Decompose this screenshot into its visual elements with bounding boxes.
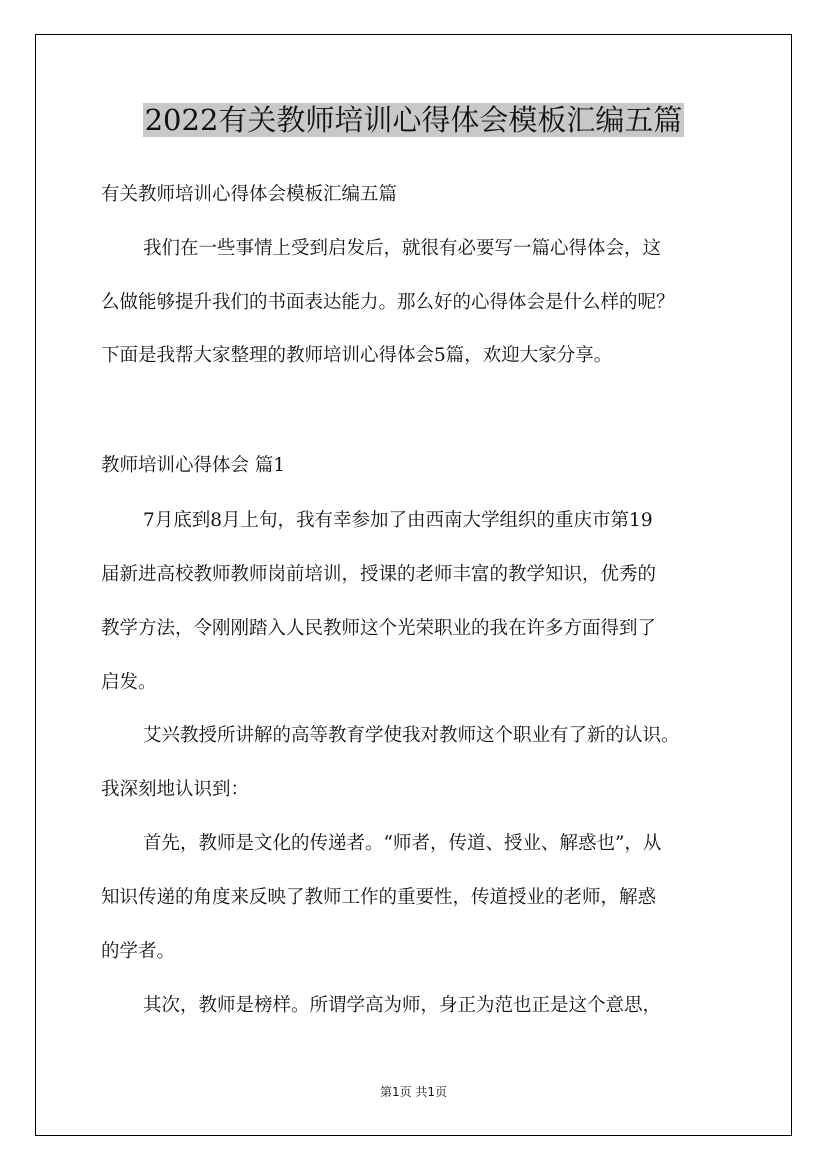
- paragraph-line: 我们在一些事情上受到启发后，就很有必要写一篇心得体会，这: [143, 238, 662, 259]
- paragraph-line: 下面是我帮大家整理的教师培训心得体会5篇，欢迎大家分享。: [101, 345, 613, 366]
- paragraph-line: 的学者。: [101, 941, 176, 962]
- paragraph-line: 教学方法，令刚刚踏入人民教师这个光荣职业的我在许多方面得到了: [101, 618, 657, 639]
- paragraph-line: 首先，教师是文化的传递者。“师者，传道、授业、解惑也”，从: [143, 833, 662, 854]
- paragraph-line: 我深刻地认识到：: [101, 779, 250, 800]
- document-title: 2022有关教师培训心得体会模板汇编五篇: [144, 103, 683, 137]
- paragraph-line: 届新进高校教师教师岗前培训，授课的老师丰富的教学知识，优秀的: [101, 564, 657, 585]
- paragraph-line: 7月底到8月上旬，我有幸参加了由西南大学组织的重庆市第19: [143, 510, 653, 531]
- paragraph-line: 艾兴教授所讲解的高等教育学使我对教师这个职业有了新的认识。: [143, 725, 680, 746]
- paragraph-line: 启发。: [101, 672, 157, 693]
- paragraph-line: 么做能够提升我们的书面表达能力。那么好的心得体会是什么样的呢？: [101, 292, 675, 313]
- page-footer: 第1页 共1页: [379, 1085, 448, 1099]
- paragraph-line: 知识传递的角度来反映了教师工作的重要性，传道授业的老师，解惑: [101, 887, 657, 908]
- paragraph-line: 其次，教师是榜样。所谓学高为师，身正为范也正是这个意思，: [143, 995, 662, 1016]
- section-heading: 教师培训心得体会 篇1: [101, 455, 286, 476]
- subtitle-line: 有关教师培训心得体会模板汇编五篇: [101, 184, 398, 205]
